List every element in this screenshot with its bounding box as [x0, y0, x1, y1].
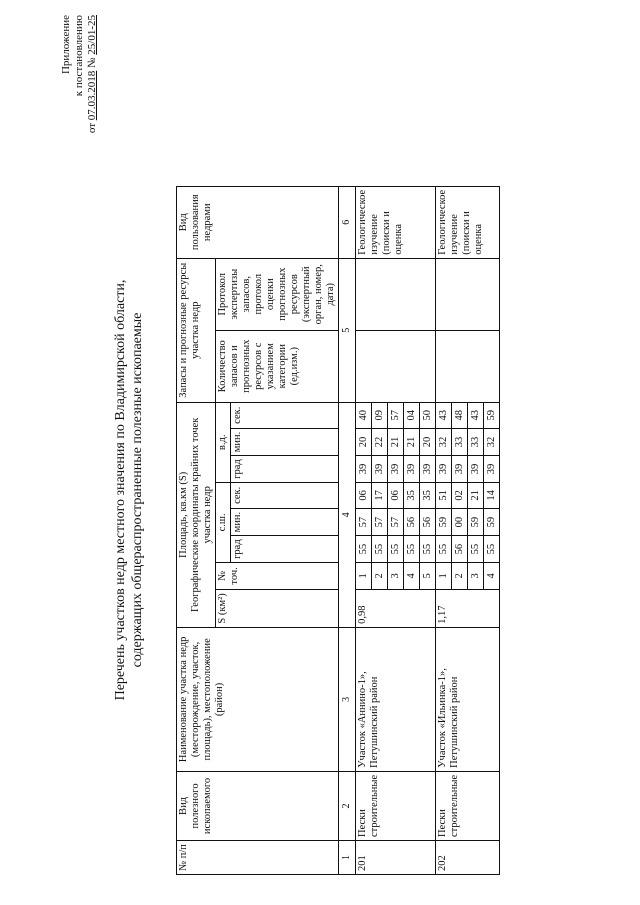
lon-sec: 43	[436, 402, 452, 428]
col-header-lon-deg: град	[231, 456, 339, 483]
col-header-point-no: № точ.	[216, 562, 339, 589]
lat-sec: 06	[356, 482, 372, 508]
appendix-ref: к постановлению	[73, 15, 85, 97]
lat-deg: 55	[420, 536, 436, 563]
point-number: 2	[372, 562, 388, 589]
row-number: 202	[436, 841, 500, 875]
lon-min: 20	[356, 428, 372, 456]
lat-deg: 55	[436, 536, 452, 563]
point-number: 4	[484, 562, 500, 589]
lon-deg: 39	[420, 456, 436, 483]
col-header-lat: с.ш.	[216, 482, 231, 562]
lat-sec: 35	[420, 482, 436, 508]
lon-deg: 39	[404, 456, 420, 483]
row-reserves-qty	[356, 330, 436, 402]
col-header-lon-min: мин.	[231, 428, 339, 456]
lat-sec: 51	[436, 482, 452, 508]
document-title	[112, 145, 146, 835]
col-header-site-name: Наименование участка недр (месторождение, участок, площадь), местоположение (район)	[177, 627, 339, 771]
point-number: 3	[468, 562, 484, 589]
lon-deg: 39	[452, 456, 468, 483]
col-header-lat-sec: сек.	[231, 482, 339, 508]
lat-min: 57	[356, 508, 372, 536]
appendix-number: 25/01-25	[86, 15, 98, 55]
column-index: 6	[339, 186, 356, 258]
lon-sec: 48	[452, 402, 468, 428]
title-line-1: Перечень участков недр местного значения по Владимирской области,	[113, 279, 128, 701]
point-number: 4	[404, 562, 420, 589]
lon-sec: 40	[356, 402, 372, 428]
col-header-reserves-protocol: Протокол экспертизы запасов, протокол оценки прогнозных ресурсов (экспертный орган, номер, дата)	[216, 258, 339, 330]
col-header-reserves: Запасы и прогнозные ресурсы участка недр	[177, 258, 216, 402]
lon-min: 33	[468, 428, 484, 456]
row-number: 201	[356, 841, 436, 875]
lat-sec: 35	[404, 482, 420, 508]
lat-min: 56	[420, 508, 436, 536]
col-header-usage: Вид пользования недрами	[177, 186, 339, 258]
appendix-from: от	[86, 122, 98, 134]
lat-min: 57	[372, 508, 388, 536]
point-number: 2	[452, 562, 468, 589]
col-header-s-km2: S (км²)	[216, 589, 339, 627]
sites-table	[176, 186, 500, 875]
lon-sec: 43	[468, 402, 484, 428]
lon-min: 32	[436, 428, 452, 456]
header-row-1	[177, 186, 216, 874]
lon-deg: 39	[356, 456, 372, 483]
row-mineral: Пески строительные	[356, 771, 436, 840]
lat-deg: 55	[356, 536, 372, 563]
col-header-lon: в.д.	[216, 402, 231, 482]
column-index: 4	[339, 402, 356, 627]
lon-min: 21	[404, 428, 420, 456]
appendix-label: Приложение	[60, 15, 72, 75]
lon-deg: 39	[388, 456, 404, 483]
lon-min: 20	[420, 428, 436, 456]
row-usage: Геологическое изучение (поиски и оценка	[356, 186, 436, 258]
lon-deg: 39	[372, 456, 388, 483]
lat-min: 00	[452, 508, 468, 536]
lon-deg: 39	[436, 456, 452, 483]
lon-deg: 39	[468, 456, 484, 483]
lon-min: 21	[388, 428, 404, 456]
row-site-name: Участок «Аннино-1», Петушинский район	[356, 627, 436, 771]
lon-min: 22	[372, 428, 388, 456]
lon-deg: 39	[484, 456, 500, 483]
appendix-date: 07.03.2018	[86, 70, 98, 121]
table-row	[356, 186, 372, 874]
lon-sec: 50	[420, 402, 436, 428]
column-index: 5	[339, 258, 356, 402]
lon-min: 33	[452, 428, 468, 456]
point-number: 3	[388, 562, 404, 589]
col-header-lon-sec: сек.	[231, 402, 339, 428]
lat-min: 57	[388, 508, 404, 536]
lat-min: 59	[468, 508, 484, 536]
lat-deg: 55	[404, 536, 420, 563]
col-header-mineral: Вид полезного ископаемого	[177, 771, 339, 840]
lon-min: 32	[484, 428, 500, 456]
column-index: 2	[339, 771, 356, 840]
col-header-area: Площадь, кв.км (S)	[178, 471, 189, 558]
column-index: 3	[339, 627, 356, 771]
col-header-coords: Географические координаты крайних точек участка недр	[190, 417, 213, 612]
column-index: 1	[339, 841, 356, 875]
appendix-no-sign: №	[86, 57, 98, 68]
row-reserves-qty	[436, 330, 500, 402]
col-header-num: № п/п	[177, 841, 339, 875]
lat-deg: 55	[468, 536, 484, 563]
appendix-date-line	[86, 15, 99, 135]
title-line-2: содержащих общераспространенные полезные ископаемые	[130, 312, 145, 668]
point-number: 5	[420, 562, 436, 589]
row-site-name: Участок «Ильинка-1», Петушинский район	[436, 627, 500, 771]
lat-sec: 02	[452, 482, 468, 508]
lon-sec: 59	[484, 402, 500, 428]
appendix-block	[60, 15, 99, 135]
table-row	[436, 186, 452, 874]
column-index-row	[339, 186, 356, 874]
lat-sec: 14	[484, 482, 500, 508]
point-number: 1	[436, 562, 452, 589]
col-header-lat-min: мин.	[231, 508, 339, 536]
lat-sec: 21	[468, 482, 484, 508]
lat-deg: 55	[388, 536, 404, 563]
lat-sec: 17	[372, 482, 388, 508]
point-number: 1	[356, 562, 372, 589]
row-usage: Геологическое изучение (поиски и оценка	[436, 186, 500, 258]
lat-deg: 55	[372, 536, 388, 563]
lat-deg: 56	[452, 536, 468, 563]
lat-min: 56	[404, 508, 420, 536]
col-header-reserves-qty: Количество запасов и прогнозных ресурсов с указанием категории (ед.изм.)	[216, 330, 339, 402]
row-reserves-protocol	[356, 258, 436, 330]
col-header-area-coords	[177, 402, 216, 627]
lat-min: 59	[484, 508, 500, 536]
lon-sec: 04	[404, 402, 420, 428]
lat-deg: 55	[484, 536, 500, 563]
row-mineral: Пески строительные	[436, 771, 500, 840]
col-header-lat-deg: град	[231, 536, 339, 563]
lon-sec: 57	[388, 402, 404, 428]
row-area: 1,17	[436, 589, 500, 627]
row-area: 0,98	[356, 589, 436, 627]
lat-min: 59	[436, 508, 452, 536]
lon-sec: 09	[372, 402, 388, 428]
row-reserves-protocol	[436, 258, 500, 330]
lat-sec: 06	[388, 482, 404, 508]
